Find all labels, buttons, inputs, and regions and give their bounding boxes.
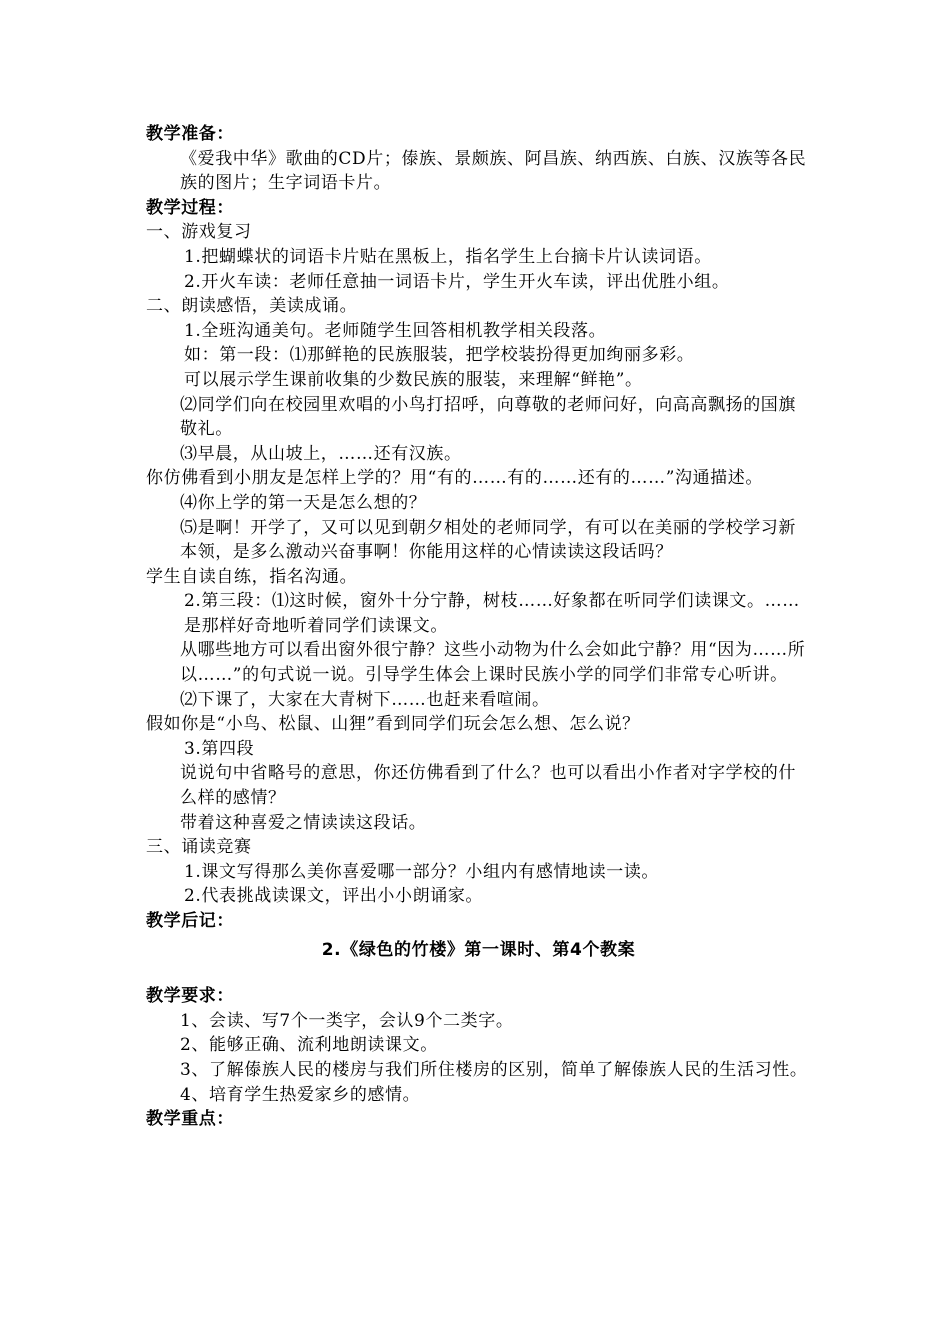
requirement-1: 1、会读、写7个一类字，会认9个二类字。 bbox=[180, 1010, 514, 1031]
part2-item3-note: 带着这种喜爱之情读读这段话。 bbox=[180, 812, 427, 833]
lesson-title: 2.《绿色的竹楼》第一课时、第4个教案 bbox=[321, 939, 636, 960]
part2-paragraph5: ⑸是啊！开学了，又可以见到朝夕相处的老师同学，有可以在美丽的学校学习新本领，是多么激动兴奋事啊！你能用这样的心情读读这段话吗？ bbox=[180, 517, 796, 563]
part2-item2-paragraph2-question: 假如你是“小鸟、松鼠、山狸”看到同学们玩会怎么想、怎么说？ bbox=[146, 714, 640, 735]
part2-item1: 1.全班沟通美句。老师随学生回答相机教学相关段落。 bbox=[184, 320, 607, 341]
part2-paragraph4: ⑷你上学的第一天是怎么想的？ bbox=[180, 492, 427, 513]
requirement-2: 2、能够正确、流利地朗读课文。 bbox=[180, 1035, 438, 1056]
teaching-process-heading: 教学过程： bbox=[146, 197, 234, 218]
part1-item2: 2.开火车读：老师任意抽一词语卡片，学生开火车读，评出优胜小组。 bbox=[184, 271, 730, 292]
postscript-heading: 教学后记： bbox=[146, 911, 234, 931]
part2-example: 如：第一段：⑴那鲜艳的民族服装，把学校装扮得更加绚丽多彩。 bbox=[184, 345, 695, 366]
part3-item2: 2.代表挑战读课文，评出小小朗诵家。 bbox=[184, 886, 484, 907]
part2-item2: 2.第三段：⑴这时候，窗外十分宁静，树枝……好象都在听同学们读课文。……是那样好奇地听着同学们读课文。 bbox=[184, 591, 800, 636]
part2-title: 二、朗读感悟，美读成诵。 bbox=[146, 296, 358, 317]
part1-item1: 1.把蝴蝶状的词语卡片贴在黑板上，指名学生上台摘卡片认读词语。 bbox=[184, 246, 712, 267]
part2-paragraph5-note: 学生自读自练，指名沟通。 bbox=[146, 566, 358, 587]
part2-paragraph3: ⑶早晨，从山坡上，……还有汉族。 bbox=[180, 443, 462, 464]
document-page bbox=[146, 122, 811, 1132]
requirement-4: 4、培育学生热爱家乡的感情。 bbox=[180, 1084, 421, 1105]
requirement-3: 3、了解傣族人民的楼房与我们所住楼房的区别，简单了解傣族人民的生活习性。 bbox=[180, 1059, 808, 1080]
key-points-heading: 教学重点： bbox=[146, 1109, 234, 1130]
part2-item2-question: 从哪些地方可以看出窗外很宁静？这些小动物为什么会如此宁静？用“因为……所以……”的句式说一说。引导学生体会上课时民族小学的同学们非常专心听讲。 bbox=[180, 640, 806, 686]
part3-title: 三、诵读竞赛 bbox=[146, 837, 252, 858]
part1-title: 一、游戏复习 bbox=[146, 222, 252, 243]
part2-example-note: 可以展示学生课前收集的少数民族的服装，来理解“鲜艳”。 bbox=[184, 369, 643, 390]
part2-item3: 3.第四段 bbox=[184, 738, 255, 759]
part2-paragraph2: ⑵同学们向在校园里欢唱的小鸟打招呼，向尊敬的老师问好，向高高飘扬的国旗敬礼。 bbox=[180, 394, 796, 440]
part3-item1: 1.课文写得那么美你喜爱哪一部分？小组内有感情地读一读。 bbox=[184, 861, 660, 882]
teaching-prep-text: 《爱我中华》歌曲的CD片；傣族、景颇族、阿昌族、纳西族、白族、汉族等各民族的图片；生字词语卡片。 bbox=[180, 148, 807, 194]
part2-item2-paragraph2: ⑵下课了，大家在大青树下……也赶来看喧闹。 bbox=[180, 689, 550, 710]
teaching-prep-heading: 教学准备： bbox=[146, 124, 234, 144]
part2-item3-question: 说说句中省略号的意思，你还仿佛看到了什么？也可以看出小作者对字学校的什么样的感情？ bbox=[180, 763, 796, 809]
part2-paragraph3-question: 你仿佛看到小朋友是怎样上学的？用“有的……有的……还有的……”沟通描述。 bbox=[146, 468, 763, 489]
requirements-heading: 教学要求： bbox=[146, 986, 234, 1007]
